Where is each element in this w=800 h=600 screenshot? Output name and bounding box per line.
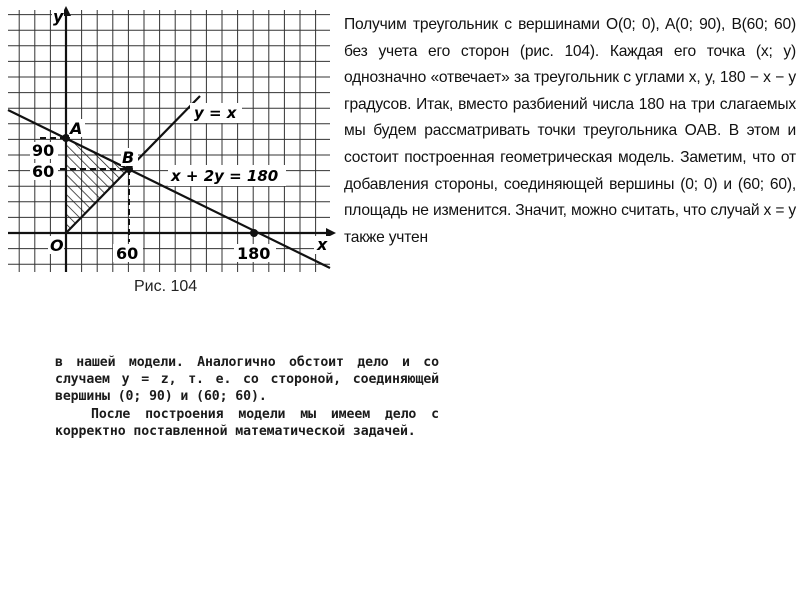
point-a: [62, 134, 70, 142]
point-180: [250, 229, 258, 237]
x-tick-180: 180: [237, 244, 271, 263]
line-x-2y-label: x + 2y = 180: [171, 167, 279, 185]
bottom-paragraph: [55, 354, 439, 440]
x-tick-60: 60: [116, 244, 139, 263]
coordinate-plot: [0, 0, 340, 280]
axis-y-label: y: [53, 7, 64, 26]
top-paragraph-text: Получим треугольник с вершинами O(0; 0), A(0; 90), B(60; 60) без учета его сторон (рис. 104). Каждая его точка (x; y) однозначно «отвечает» за треугольник с углами x, y, 180 − x − y градусов. Итак, вместо разбиений числа 180 на три слагаемых мы будем рассматривать точки треугольника OAB. В этом и состоит построенная геометрическая модель. Заметим, что от добавления стороны, соединяющей вершины (0; 0) и (60; 60), площадь не изменится. Значит, можно считать, что случай x = y также учтен: [344, 16, 796, 246]
figure-caption: Рис. 104: [134, 278, 198, 295]
figure-104: [0, 0, 340, 300]
line-y-eq-x-label: y = x: [194, 104, 237, 122]
bottom-paragraph-2: После построения модели мы имеем дело с корректно поставленной математической задачей.: [55, 406, 439, 439]
origin-label: O: [50, 236, 64, 255]
point-b-label: B: [122, 148, 135, 167]
top-paragraph: [344, 12, 796, 251]
bottom-paragraph-1: в нашей модели. Аналогично обстоит дело и со случаем y = z, т. е. со стороной, соединяющей вершины (0; 90) и (60; 60).: [55, 355, 439, 405]
axis-x-label: x: [317, 235, 328, 254]
point-a-label: A: [70, 119, 83, 138]
y-tick-90: 90: [32, 141, 55, 160]
y-tick-60: 60: [32, 162, 55, 181]
